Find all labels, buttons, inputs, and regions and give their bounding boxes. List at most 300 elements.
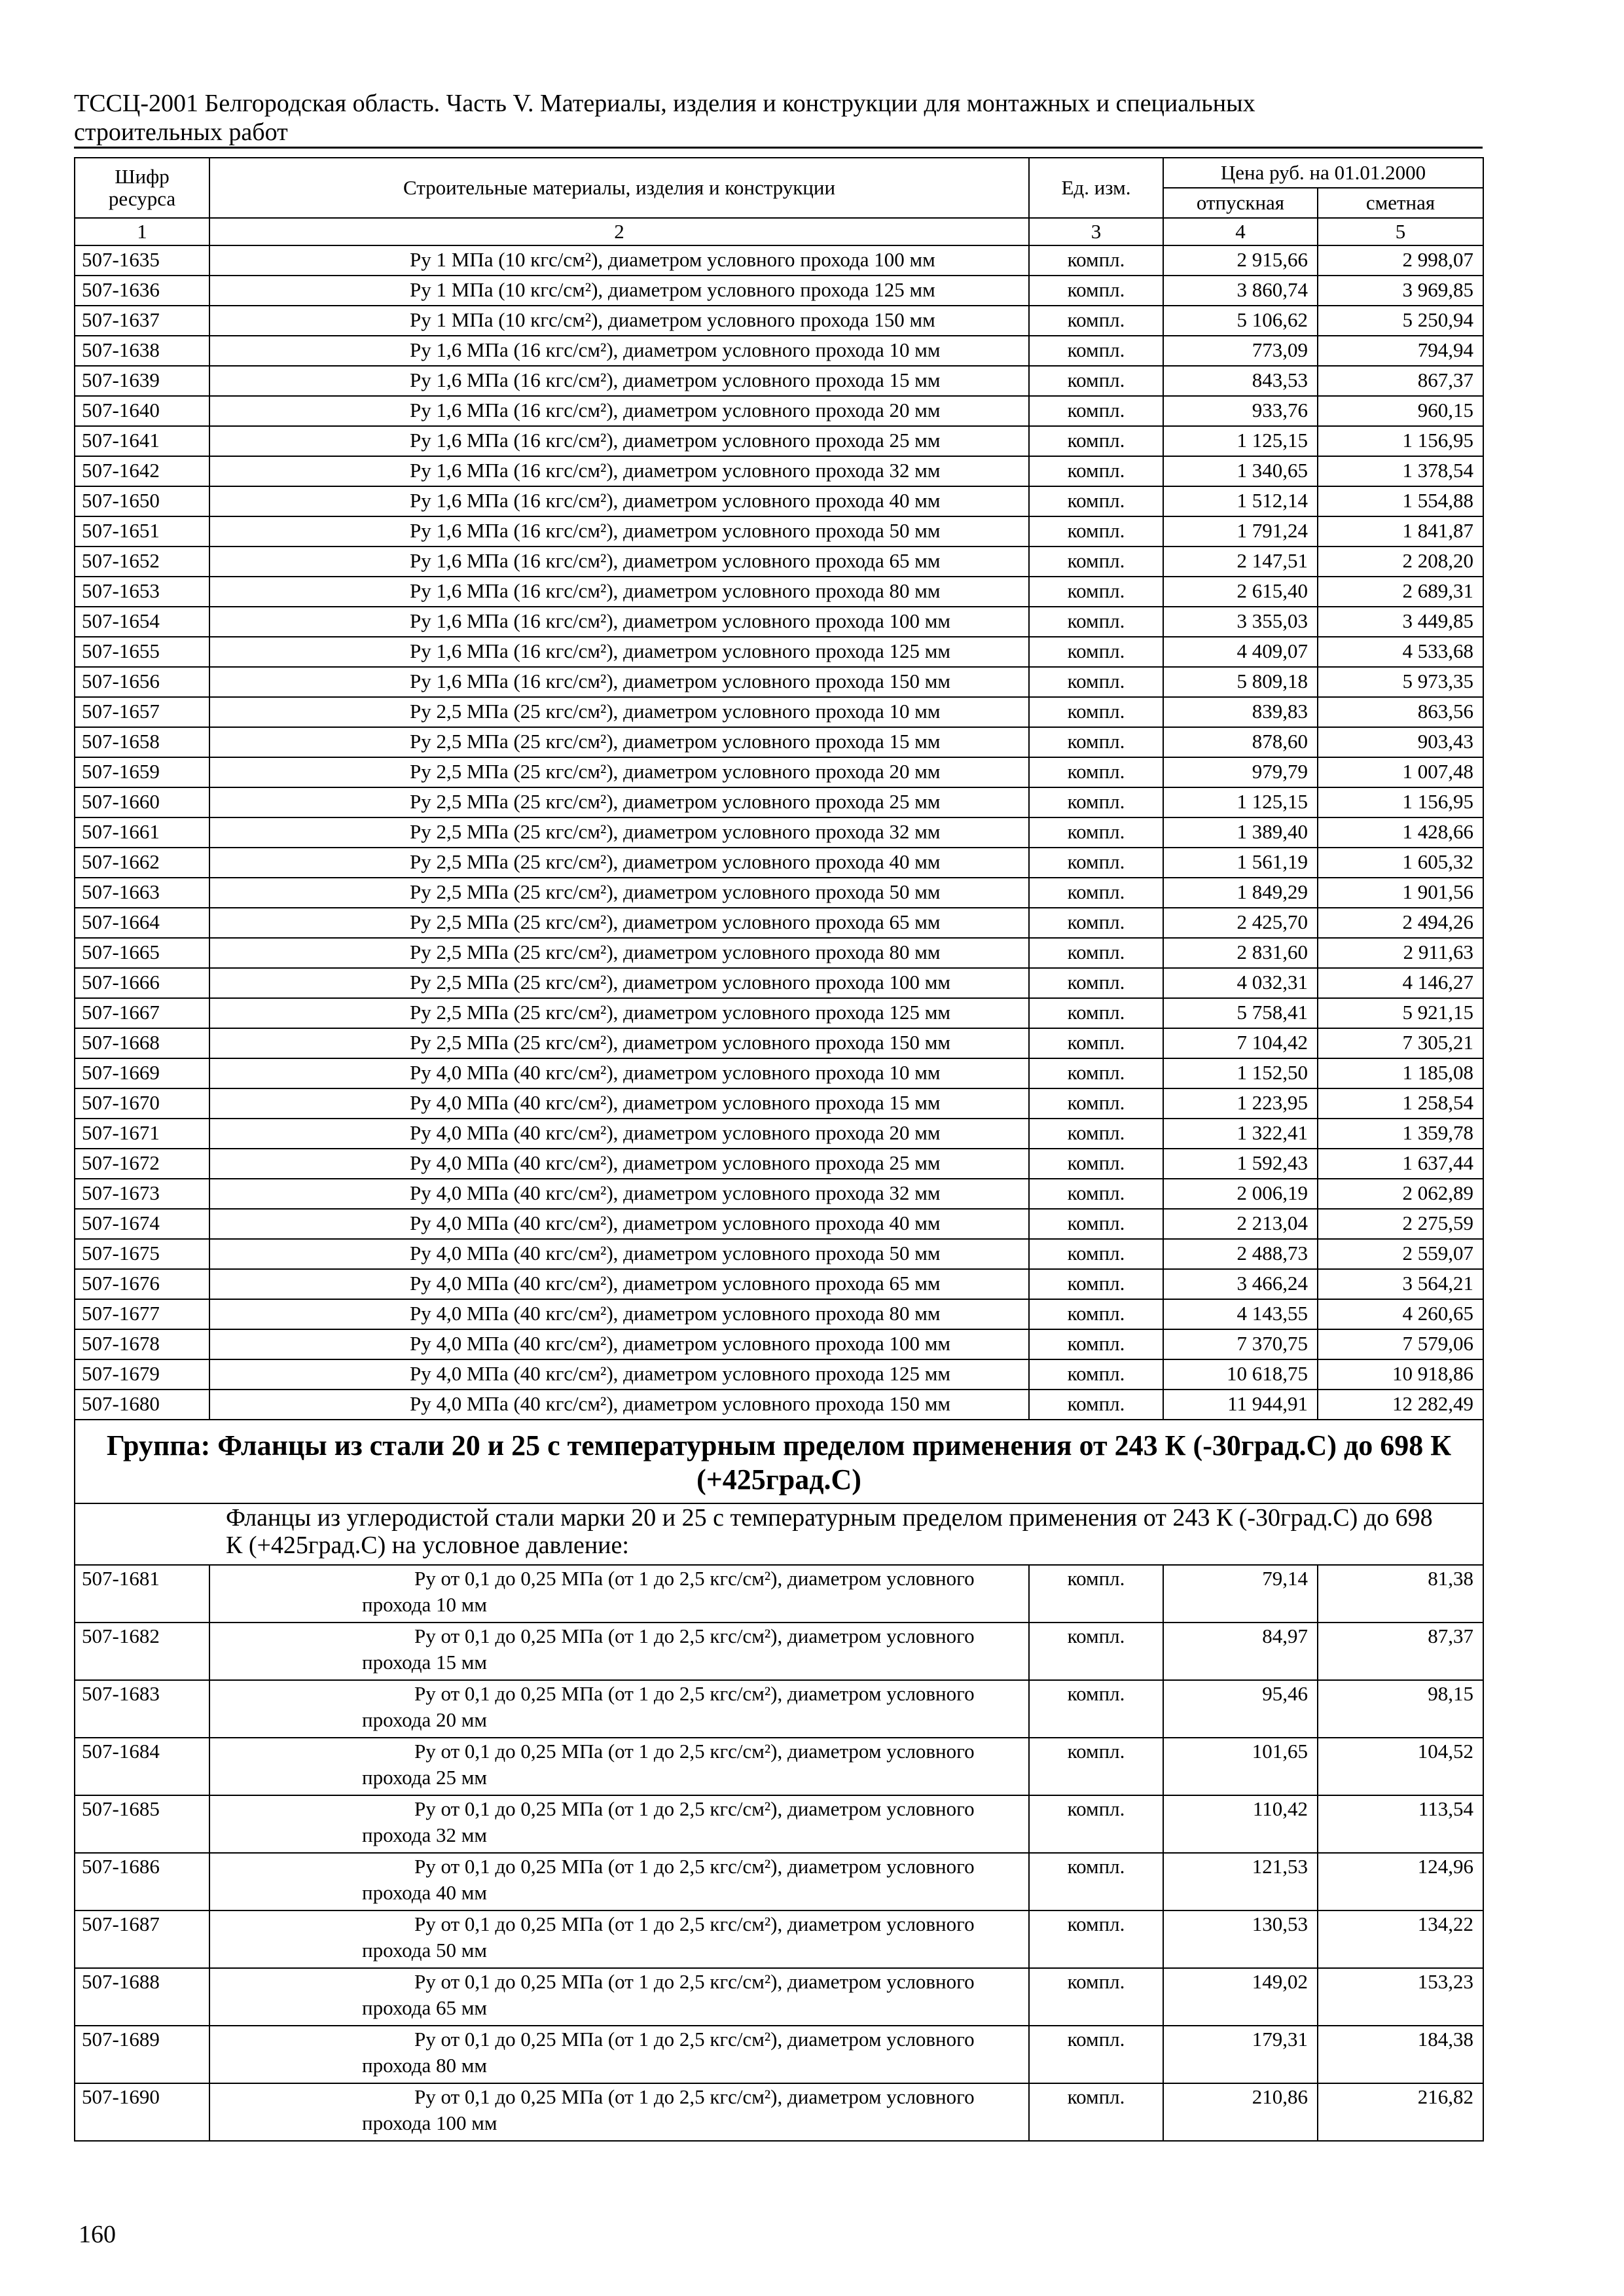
cell-release-price: 10 618,75 xyxy=(1163,1359,1318,1390)
cell-name: Ру 4,0 МПа (40 кгс/см²), диаметром условного прохода 150 мм xyxy=(209,1390,1029,1420)
cell-code: 507-1664 xyxy=(75,908,209,938)
cell-name: Ру 2,5 МПа (25 кгс/см²), диаметром условного прохода 32 мм xyxy=(209,817,1029,848)
table-row xyxy=(75,1179,1483,1209)
table-row xyxy=(75,2083,1483,2141)
cell-code: 507-1642 xyxy=(75,456,209,486)
cell-release-price: 149,02 xyxy=(1163,1968,1318,2026)
cell-name: Ру 1,6 МПа (16 кгс/см²), диаметром условного прохода 80 мм xyxy=(209,577,1029,607)
cell-code: 507-1684 xyxy=(75,1738,209,1795)
cell-name-line1: Ру от 0,1 до 0,25 МПа (от 1 до 2,5 кгс/см²), диаметром условного xyxy=(414,1855,975,1878)
cell-name: Ру 1,6 МПа (16 кгс/см²), диаметром условного прохода 20 мм xyxy=(209,396,1029,426)
cell-estimate-price: 98,15 xyxy=(1318,1680,1483,1738)
cell-code: 507-1652 xyxy=(75,547,209,577)
cell-estimate-price: 1 378,54 xyxy=(1318,456,1483,486)
cell-unit: компл. xyxy=(1029,366,1163,396)
cell-unit: компл. xyxy=(1029,336,1163,366)
cell-name: Ру 1,6 МПа (16 кгс/см²), диаметром условного прохода 50 мм xyxy=(209,516,1029,547)
table-row xyxy=(75,1239,1483,1269)
table-row xyxy=(75,998,1483,1028)
cell-name: Ру 4,0 МПа (40 кгс/см²), диаметром условного прохода 15 мм xyxy=(209,1088,1029,1119)
cell-release-price: 1 322,41 xyxy=(1163,1119,1318,1149)
cell-unit: компл. xyxy=(1029,1149,1163,1179)
cell-release-price: 4 409,07 xyxy=(1163,637,1318,667)
cell-unit: компл. xyxy=(1029,727,1163,757)
cell-release-price: 11 944,91 xyxy=(1163,1390,1318,1420)
cell-unit: компл. xyxy=(1029,938,1163,968)
cell-estimate-price: 2 559,07 xyxy=(1318,1239,1483,1269)
cell-estimate-price: 12 282,49 xyxy=(1318,1390,1483,1420)
cell-name: Ру 1,6 МПа (16 кгс/см²), диаметром условного прохода 65 мм xyxy=(209,547,1029,577)
cell-release-price: 1 223,95 xyxy=(1163,1088,1318,1119)
page-number: 160 xyxy=(79,2221,116,2248)
cell-estimate-price: 1 605,32 xyxy=(1318,848,1483,878)
cell-unit: компл. xyxy=(1029,1088,1163,1119)
cell-code: 507-1675 xyxy=(75,1239,209,1269)
cell-name: Ру 1,6 МПа (16 кгс/см²), диаметром условного прохода 15 мм xyxy=(209,366,1029,396)
group-heading-row xyxy=(75,1420,1483,1503)
cell-code: 507-1637 xyxy=(75,306,209,336)
cell-estimate-price: 7 579,06 xyxy=(1318,1329,1483,1359)
table-row xyxy=(75,1968,1483,2026)
cell-estimate-price: 1 258,54 xyxy=(1318,1088,1483,1119)
cell-estimate-price: 2 208,20 xyxy=(1318,547,1483,577)
cell-estimate-price: 2 062,89 xyxy=(1318,1179,1483,1209)
cell-release-price: 979,79 xyxy=(1163,757,1318,787)
table-row xyxy=(75,577,1483,607)
table-row xyxy=(75,245,1483,276)
cell-release-price: 3 355,03 xyxy=(1163,607,1318,637)
cell-unit: компл. xyxy=(1029,637,1163,667)
cell-estimate-price: 134,22 xyxy=(1318,1910,1483,1968)
cell-name: Ру 4,0 МПа (40 кгс/см²), диаметром условного прохода 125 мм xyxy=(209,1359,1029,1390)
cell-code: 507-1672 xyxy=(75,1149,209,1179)
table-row xyxy=(75,486,1483,516)
table-row xyxy=(75,456,1483,486)
cell-code: 507-1682 xyxy=(75,1623,209,1680)
table-row xyxy=(75,396,1483,426)
cell-name-line2: прохода 20 мм xyxy=(362,1708,488,1731)
cell-release-price: 1 561,19 xyxy=(1163,848,1318,878)
cell-code: 507-1666 xyxy=(75,968,209,998)
cell-name-line1: Ру от 0,1 до 0,25 МПа (от 1 до 2,5 кгс/см²), диаметром условного xyxy=(414,1740,975,1763)
table-row xyxy=(75,1299,1483,1329)
table-row xyxy=(75,276,1483,306)
cell-name: Ру 1,6 МПа (16 кгс/см²), диаметром условного прохода 125 мм xyxy=(209,637,1029,667)
group-heading: Группа: Фланцы из стали 20 и 25 с температурным пределом применения от 243 К (-30град.С) до 698 К (+425град.С) xyxy=(75,1420,1483,1503)
cell-release-price: 878,60 xyxy=(1163,727,1318,757)
table-row xyxy=(75,1028,1483,1058)
cell-code: 507-1688 xyxy=(75,1968,209,2026)
cell-name xyxy=(209,1680,1029,1738)
cell-release-price: 4 032,31 xyxy=(1163,968,1318,998)
col-header-price: Цена руб. на 01.01.2000 xyxy=(1163,158,1483,188)
cell-release-price: 4 143,55 xyxy=(1163,1299,1318,1329)
table-row xyxy=(75,1329,1483,1359)
cell-unit: компл. xyxy=(1029,245,1163,276)
cell-release-price: 3 860,74 xyxy=(1163,276,1318,306)
cell-name-line2: прохода 100 мм xyxy=(362,2111,497,2134)
table-row xyxy=(75,1623,1483,1680)
cell-unit: компл. xyxy=(1029,577,1163,607)
cell-name-line1: Ру от 0,1 до 0,25 МПа (от 1 до 2,5 кгс/см²), диаметром условного xyxy=(414,2085,975,2108)
cell-estimate-price: 153,23 xyxy=(1318,1968,1483,2026)
cell-name: Ру 1,6 МПа (16 кгс/см²), диаметром условного прохода 25 мм xyxy=(209,426,1029,456)
cell-name-line2: прохода 25 мм xyxy=(362,1766,488,1789)
cell-unit: компл. xyxy=(1029,1119,1163,1149)
cell-name-line2: прохода 40 мм xyxy=(362,1881,488,1904)
cell-release-price: 2 488,73 xyxy=(1163,1239,1318,1269)
page-header xyxy=(74,89,1483,149)
cell-unit: компл. xyxy=(1029,998,1163,1028)
table-row xyxy=(75,1359,1483,1390)
cell-unit: компл. xyxy=(1029,1623,1163,1680)
subgroup-heading: Фланцы из углеродистой стали марки 20 и 25 с температурным пределом применения от 243 К (-30град.С) до 698 К (+425град.С) на условное давление: xyxy=(75,1503,1483,1565)
cell-name: Ру 2,5 МПа (25 кгс/см²), диаметром условного прохода 125 мм xyxy=(209,998,1029,1028)
table-row xyxy=(75,787,1483,817)
cell-estimate-price: 87,37 xyxy=(1318,1623,1483,1680)
cell-estimate-price: 2 998,07 xyxy=(1318,245,1483,276)
cell-name: Ру 2,5 МПа (25 кгс/см²), диаметром условного прохода 15 мм xyxy=(209,727,1029,757)
cell-estimate-price: 4 533,68 xyxy=(1318,637,1483,667)
cell-name: Ру 2,5 МПа (25 кгс/см²), диаметром условного прохода 80 мм xyxy=(209,938,1029,968)
cell-unit: компл. xyxy=(1029,757,1163,787)
cell-code: 507-1653 xyxy=(75,577,209,607)
cell-release-price: 101,65 xyxy=(1163,1738,1318,1795)
cell-name: Ру 4,0 МПа (40 кгс/см²), диаметром условного прохода 65 мм xyxy=(209,1269,1029,1299)
cell-code: 507-1663 xyxy=(75,878,209,908)
cell-name-line1: Ру от 0,1 до 0,25 МПа (от 1 до 2,5 кгс/см²), диаметром условного xyxy=(414,1970,975,1993)
cell-code: 507-1641 xyxy=(75,426,209,456)
cell-release-price: 1 849,29 xyxy=(1163,878,1318,908)
cell-name: Ру 2,5 МПа (25 кгс/см²), диаметром условного прохода 10 мм xyxy=(209,697,1029,727)
column-number-row xyxy=(75,218,1483,245)
cell-release-price: 773,09 xyxy=(1163,336,1318,366)
cell-name: Ру 2,5 МПа (25 кгс/см²), диаметром условного прохода 40 мм xyxy=(209,848,1029,878)
cell-code: 507-1650 xyxy=(75,486,209,516)
cell-name-line1: Ру от 0,1 до 0,25 МПа (от 1 до 2,5 кгс/см²), диаметром условного xyxy=(414,1624,975,1647)
cell-estimate-price: 1 156,95 xyxy=(1318,787,1483,817)
cell-unit: компл. xyxy=(1029,396,1163,426)
cell-release-price: 7 370,75 xyxy=(1163,1329,1318,1359)
cell-code: 507-1659 xyxy=(75,757,209,787)
cell-unit: компл. xyxy=(1029,817,1163,848)
cell-estimate-price: 104,52 xyxy=(1318,1738,1483,1795)
cell-name-line2: прохода 32 мм xyxy=(362,1823,488,1846)
cell-name-line2: прохода 65 мм xyxy=(362,1996,488,2019)
cell-code: 507-1636 xyxy=(75,276,209,306)
cell-release-price: 110,42 xyxy=(1163,1795,1318,1853)
cell-estimate-price: 1 901,56 xyxy=(1318,878,1483,908)
cell-estimate-price: 1 637,44 xyxy=(1318,1149,1483,1179)
cell-code: 507-1679 xyxy=(75,1359,209,1390)
table-row xyxy=(75,1119,1483,1149)
cell-estimate-price: 5 973,35 xyxy=(1318,667,1483,697)
table-row xyxy=(75,968,1483,998)
col-header-unit: Ед. изм. xyxy=(1029,158,1163,218)
cell-code: 507-1656 xyxy=(75,667,209,697)
cell-name: Ру 2,5 МПа (25 кгс/см²), диаметром условного прохода 150 мм xyxy=(209,1028,1029,1058)
cell-release-price: 1 125,15 xyxy=(1163,426,1318,456)
cell-code: 507-1668 xyxy=(75,1028,209,1058)
cell-unit: компл. xyxy=(1029,878,1163,908)
cell-estimate-price: 124,96 xyxy=(1318,1853,1483,1910)
cell-code: 507-1689 xyxy=(75,2026,209,2083)
cell-name: Ру 1 МПа (10 кгс/см²), диаметром условного прохода 100 мм xyxy=(209,245,1029,276)
cell-code: 507-1640 xyxy=(75,396,209,426)
cell-estimate-price: 867,37 xyxy=(1318,366,1483,396)
table-row xyxy=(75,1390,1483,1420)
cell-name: Ру 1 МПа (10 кгс/см²), диаметром условного прохода 125 мм xyxy=(209,276,1029,306)
cell-name: Ру 1,6 МПа (16 кгс/см²), диаметром условного прохода 32 мм xyxy=(209,456,1029,486)
table-row xyxy=(75,1795,1483,1853)
cell-release-price: 933,76 xyxy=(1163,396,1318,426)
cell-name-line2: прохода 10 мм xyxy=(362,1593,488,1616)
cell-estimate-price: 794,94 xyxy=(1318,336,1483,366)
cell-release-price: 1 152,50 xyxy=(1163,1058,1318,1088)
cell-estimate-price: 216,82 xyxy=(1318,2083,1483,2141)
cell-release-price: 839,83 xyxy=(1163,697,1318,727)
cell-release-price: 2 006,19 xyxy=(1163,1179,1318,1209)
cell-code: 507-1658 xyxy=(75,727,209,757)
cell-code: 507-1667 xyxy=(75,998,209,1028)
cell-unit: компл. xyxy=(1029,787,1163,817)
column-number: 3 xyxy=(1029,218,1163,245)
column-number: 1 xyxy=(75,218,209,245)
cell-name: Ру 2,5 МПа (25 кгс/см²), диаметром условного прохода 100 мм xyxy=(209,968,1029,998)
cell-code: 507-1660 xyxy=(75,787,209,817)
table-row xyxy=(75,426,1483,456)
cell-unit: компл. xyxy=(1029,456,1163,486)
cell-estimate-price: 903,43 xyxy=(1318,727,1483,757)
cell-unit: компл. xyxy=(1029,1968,1163,2026)
cell-unit: компл. xyxy=(1029,1680,1163,1738)
cell-estimate-price: 2 689,31 xyxy=(1318,577,1483,607)
cell-name-line1: Ру от 0,1 до 0,25 МПа (от 1 до 2,5 кгс/см²), диаметром условного xyxy=(414,2028,975,2051)
cell-release-price: 2 213,04 xyxy=(1163,1209,1318,1239)
cell-name xyxy=(209,1910,1029,1968)
cell-unit: компл. xyxy=(1029,607,1163,637)
cell-estimate-price: 5 250,94 xyxy=(1318,306,1483,336)
cell-name: Ру 4,0 МПа (40 кгс/см²), диаметром условного прохода 40 мм xyxy=(209,1209,1029,1239)
cell-unit: компл. xyxy=(1029,1565,1163,1623)
cell-release-price: 2 831,60 xyxy=(1163,938,1318,968)
cell-release-price: 95,46 xyxy=(1163,1680,1318,1738)
cell-estimate-price: 10 918,86 xyxy=(1318,1359,1483,1390)
cell-name-line2: прохода 15 мм xyxy=(362,1651,488,1674)
header-title-line1: ТССЦ-2001 Белгородская область. Часть V. Материалы, изделия и конструкции для монтажных и специальных xyxy=(74,90,1255,117)
cell-code: 507-1677 xyxy=(75,1299,209,1329)
cell-name: Ру 4,0 МПа (40 кгс/см²), диаметром условного прохода 20 мм xyxy=(209,1119,1029,1149)
cell-name: Ру 1,6 МПа (16 кгс/см²), диаметром условного прохода 150 мм xyxy=(209,667,1029,697)
cell-estimate-price: 1 185,08 xyxy=(1318,1058,1483,1088)
cell-name: Ру 2,5 МПа (25 кгс/см²), диаметром условного прохода 20 мм xyxy=(209,757,1029,787)
cell-release-price: 1 512,14 xyxy=(1163,486,1318,516)
table-row xyxy=(75,306,1483,336)
cell-code: 507-1683 xyxy=(75,1680,209,1738)
cell-estimate-price: 863,56 xyxy=(1318,697,1483,727)
cell-estimate-price: 3 449,85 xyxy=(1318,607,1483,637)
cell-unit: компл. xyxy=(1029,547,1163,577)
table-row xyxy=(75,667,1483,697)
cell-unit: компл. xyxy=(1029,1390,1163,1420)
cell-code: 507-1676 xyxy=(75,1269,209,1299)
cell-name-line1: Ру от 0,1 до 0,25 МПа (от 1 до 2,5 кгс/см²), диаметром условного xyxy=(414,1567,975,1590)
cell-estimate-price: 2 911,63 xyxy=(1318,938,1483,968)
cell-name xyxy=(209,1565,1029,1623)
table-row xyxy=(75,878,1483,908)
cell-code: 507-1670 xyxy=(75,1088,209,1119)
table-row xyxy=(75,697,1483,727)
table-row xyxy=(75,908,1483,938)
table-row xyxy=(75,2026,1483,2083)
header-title-line2: строительных работ xyxy=(74,118,288,146)
cell-estimate-price: 1 359,78 xyxy=(1318,1119,1483,1149)
cell-estimate-price: 2 275,59 xyxy=(1318,1209,1483,1239)
col-header-name: Строительные материалы, изделия и конструкции xyxy=(209,158,1029,218)
cell-name: Ру 1 МПа (10 кгс/см²), диаметром условного прохода 150 мм xyxy=(209,306,1029,336)
cell-estimate-price: 3 969,85 xyxy=(1318,276,1483,306)
col-header-estimate: сметная xyxy=(1318,188,1483,218)
cell-unit: компл. xyxy=(1029,1028,1163,1058)
cell-unit: компл. xyxy=(1029,306,1163,336)
cell-estimate-price: 81,38 xyxy=(1318,1565,1483,1623)
cell-code: 507-1662 xyxy=(75,848,209,878)
cell-unit: компл. xyxy=(1029,697,1163,727)
cell-estimate-price: 1 841,87 xyxy=(1318,516,1483,547)
cell-release-price: 179,31 xyxy=(1163,2026,1318,2083)
cell-unit: компл. xyxy=(1029,1239,1163,1269)
cell-unit: компл. xyxy=(1029,1359,1163,1390)
cell-release-price: 2 615,40 xyxy=(1163,577,1318,607)
cell-name xyxy=(209,1738,1029,1795)
cell-release-price: 3 466,24 xyxy=(1163,1269,1318,1299)
cell-unit: компл. xyxy=(1029,1179,1163,1209)
cell-unit: компл. xyxy=(1029,1269,1163,1299)
cell-estimate-price: 113,54 xyxy=(1318,1795,1483,1853)
column-number: 4 xyxy=(1163,218,1318,245)
cell-code: 507-1674 xyxy=(75,1209,209,1239)
cell-name-line1: Ру от 0,1 до 0,25 МПа (от 1 до 2,5 кгс/см²), диаметром условного xyxy=(414,1912,975,1935)
cell-name: Ру 4,0 МПа (40 кгс/см²), диаметром условного прохода 10 мм xyxy=(209,1058,1029,1088)
cell-release-price: 1 791,24 xyxy=(1163,516,1318,547)
cell-code: 507-1638 xyxy=(75,336,209,366)
cell-name xyxy=(209,2026,1029,2083)
table-row xyxy=(75,757,1483,787)
cell-unit: компл. xyxy=(1029,1058,1163,1088)
cell-code: 507-1673 xyxy=(75,1179,209,1209)
cell-estimate-price: 3 564,21 xyxy=(1318,1269,1483,1299)
cell-estimate-price: 4 260,65 xyxy=(1318,1299,1483,1329)
cell-release-price: 5 809,18 xyxy=(1163,667,1318,697)
cell-code: 507-1661 xyxy=(75,817,209,848)
table-row xyxy=(75,366,1483,396)
cell-release-price: 843,53 xyxy=(1163,366,1318,396)
cell-release-price: 1 125,15 xyxy=(1163,787,1318,817)
cell-code: 507-1655 xyxy=(75,637,209,667)
cell-release-price: 5 758,41 xyxy=(1163,998,1318,1028)
cell-unit: компл. xyxy=(1029,908,1163,938)
cell-estimate-price: 184,38 xyxy=(1318,2026,1483,2083)
cell-code: 507-1671 xyxy=(75,1119,209,1149)
cell-estimate-price: 1 007,48 xyxy=(1318,757,1483,787)
table-row xyxy=(75,607,1483,637)
cell-name: Ру 4,0 МПа (40 кгс/см²), диаметром условного прохода 25 мм xyxy=(209,1149,1029,1179)
cell-code: 507-1690 xyxy=(75,2083,209,2141)
cell-name xyxy=(209,1968,1029,2026)
cell-name-line2: прохода 80 мм xyxy=(362,2054,488,2077)
cell-name xyxy=(209,1795,1029,1853)
cell-estimate-price: 5 921,15 xyxy=(1318,998,1483,1028)
cell-estimate-price: 4 146,27 xyxy=(1318,968,1483,998)
cell-name: Ру 1,6 МПа (16 кгс/см²), диаметром условного прохода 100 мм xyxy=(209,607,1029,637)
table-row xyxy=(75,637,1483,667)
cell-release-price: 1 340,65 xyxy=(1163,456,1318,486)
cell-code: 507-1635 xyxy=(75,245,209,276)
cell-unit: компл. xyxy=(1029,276,1163,306)
cell-unit: компл. xyxy=(1029,1738,1163,1795)
cell-code: 507-1657 xyxy=(75,697,209,727)
cell-release-price: 1 389,40 xyxy=(1163,817,1318,848)
cell-release-price: 1 592,43 xyxy=(1163,1149,1318,1179)
table-row xyxy=(75,1088,1483,1119)
cell-code: 507-1681 xyxy=(75,1565,209,1623)
cell-name: Ру 1,6 МПа (16 кгс/см²), диаметром условного прохода 10 мм xyxy=(209,336,1029,366)
table-row xyxy=(75,938,1483,968)
table-row xyxy=(75,1738,1483,1795)
cell-unit: компл. xyxy=(1029,848,1163,878)
column-number: 5 xyxy=(1318,218,1483,245)
cell-unit: компл. xyxy=(1029,1910,1163,1968)
cell-name: Ру 4,0 МПа (40 кгс/см²), диаметром условного прохода 50 мм xyxy=(209,1239,1029,1269)
cell-name: Ру 4,0 МПа (40 кгс/см²), диаметром условного прохода 32 мм xyxy=(209,1179,1029,1209)
cell-unit: компл. xyxy=(1029,1795,1163,1853)
cell-name xyxy=(209,2083,1029,2141)
cell-name: Ру 2,5 МПа (25 кгс/см²), диаметром условного прохода 50 мм xyxy=(209,878,1029,908)
cell-name xyxy=(209,1853,1029,1910)
cell-estimate-price: 2 494,26 xyxy=(1318,908,1483,938)
subgroup-heading-row xyxy=(75,1503,1483,1565)
cell-unit: компл. xyxy=(1029,516,1163,547)
col-header-release: отпускная xyxy=(1163,188,1318,218)
table-row xyxy=(75,1149,1483,1179)
cell-name: Ру 4,0 МПа (40 кгс/см²), диаметром условного прохода 80 мм xyxy=(209,1299,1029,1329)
cell-estimate-price: 1 554,88 xyxy=(1318,486,1483,516)
table-row xyxy=(75,547,1483,577)
cell-unit: компл. xyxy=(1029,2026,1163,2083)
cell-code: 507-1687 xyxy=(75,1910,209,1968)
table-row xyxy=(75,1058,1483,1088)
cell-name-line2: прохода 50 мм xyxy=(362,1939,488,1962)
table-row xyxy=(75,817,1483,848)
cell-code: 507-1680 xyxy=(75,1390,209,1420)
cell-name xyxy=(209,1623,1029,1680)
cell-release-price: 121,53 xyxy=(1163,1853,1318,1910)
table-row xyxy=(75,1269,1483,1299)
table-row xyxy=(75,516,1483,547)
cell-name: Ру 1,6 МПа (16 кгс/см²), диаметром условного прохода 40 мм xyxy=(209,486,1029,516)
table-row xyxy=(75,336,1483,366)
cell-release-price: 7 104,42 xyxy=(1163,1028,1318,1058)
table-row xyxy=(75,1209,1483,1239)
cell-code: 507-1686 xyxy=(75,1853,209,1910)
cell-code: 507-1678 xyxy=(75,1329,209,1359)
price-table xyxy=(74,157,1484,2142)
cell-release-price: 2 147,51 xyxy=(1163,547,1318,577)
cell-code: 507-1654 xyxy=(75,607,209,637)
cell-release-price: 84,97 xyxy=(1163,1623,1318,1680)
cell-unit: компл. xyxy=(1029,667,1163,697)
column-number: 2 xyxy=(209,218,1029,245)
